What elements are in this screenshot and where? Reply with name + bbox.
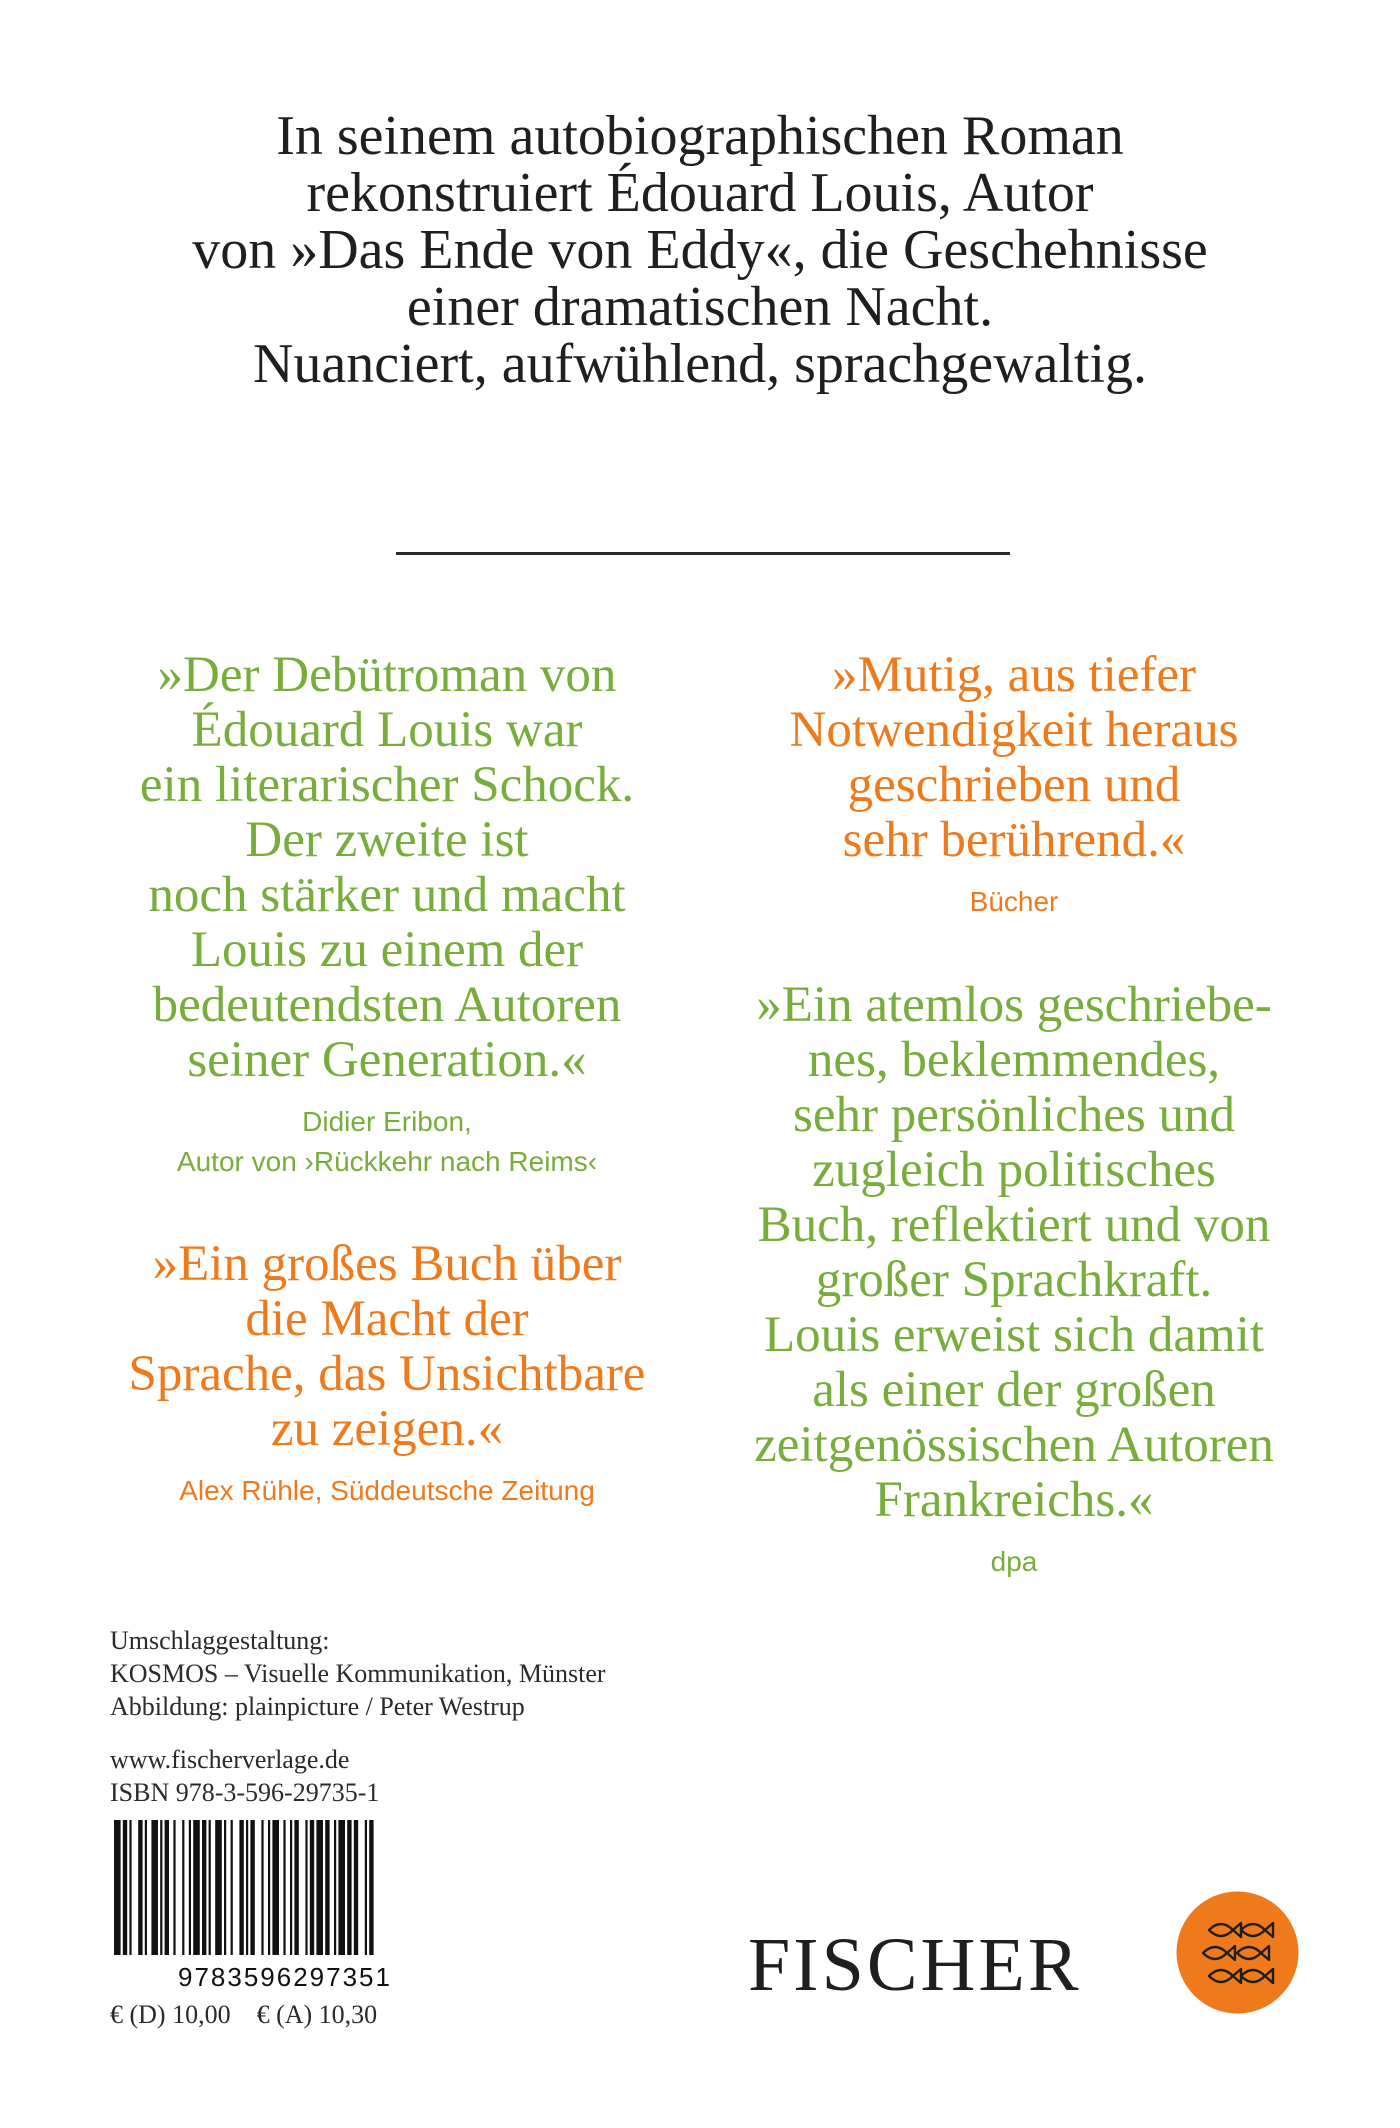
- quote-line: geschrieben und: [847, 757, 1181, 813]
- quote-line: Buch, reflektiert und von: [757, 1197, 1271, 1253]
- quote-line: großer Sprachkraft.: [815, 1252, 1213, 1308]
- barcode-bar: [202, 1820, 206, 1955]
- quote-line: Der zweite ist: [245, 812, 529, 868]
- barcode-bar: [193, 1820, 200, 1955]
- credit-line: Abbildung: plainpicture / Peter Westrup: [110, 1692, 525, 1721]
- price-line: [110, 1998, 403, 2032]
- barcode-bar: [114, 1820, 121, 1955]
- quote-line: Frankreichs.«: [874, 1472, 1154, 1528]
- barcode-bar: [160, 1820, 162, 1955]
- quote-text: [92, 1237, 682, 1457]
- barcode-bar: [294, 1820, 298, 1955]
- quote-line: als einer der großen: [812, 1362, 1216, 1418]
- barcode-bar: [347, 1820, 351, 1955]
- price-de: € (D) 10,00: [110, 2000, 231, 2029]
- quote-line: »Ein atemlos geschriebe-: [756, 977, 1272, 1033]
- barcode-bar: [290, 1820, 292, 1955]
- quote-text: [92, 648, 682, 1088]
- quote-source: [92, 1471, 682, 1511]
- credit-line: Umschlaggestaltung:: [110, 1626, 330, 1655]
- quote-ruehle: [92, 1237, 682, 1511]
- quote-line: Édouard Louis war: [191, 702, 583, 758]
- quote-line: Sprache, das Unsichtbare: [128, 1346, 646, 1402]
- barcode-bar: [305, 1820, 307, 1955]
- barcode-bar: [338, 1820, 345, 1955]
- barcode-bar: [272, 1820, 279, 1955]
- quote-source: [92, 1102, 682, 1182]
- barcode-bar: [316, 1820, 323, 1955]
- barcode-bar: [123, 1820, 127, 1955]
- blurb-line: von »Das Ende von Eddy«, die Geschehnisse: [192, 219, 1208, 281]
- barcode-bar: [165, 1820, 169, 1955]
- cover-credits: [110, 1624, 606, 1809]
- blurb-line: rekonstruiert Édouard Louis, Autor: [306, 162, 1094, 224]
- quote-line: zu zeigen.«: [270, 1401, 504, 1457]
- quote-line: Louis zu einem der: [190, 922, 584, 978]
- source-line: Didier Eribon,: [302, 1106, 472, 1137]
- cover-blurb: [100, 105, 1300, 395]
- quote-line: bedeutendsten Autoren: [152, 977, 622, 1033]
- divider-rule: [396, 552, 1010, 555]
- source-line: dpa: [990, 1546, 1038, 1577]
- quote-line: zugleich politisches: [812, 1142, 1216, 1198]
- quote-text: [724, 978, 1304, 1528]
- barcode-bar: [215, 1820, 222, 1955]
- barcode-bar: [325, 1820, 329, 1955]
- publisher-wordmark: FISCHER: [748, 1923, 1082, 2007]
- barcode-bar: [283, 1820, 285, 1955]
- quote-line: ein literarischer Schock.: [139, 757, 635, 813]
- quote-line: Louis erweist sich damit: [764, 1307, 1264, 1363]
- quote-line: sehr berührend.«: [842, 812, 1186, 868]
- barcode-bar: [334, 1820, 336, 1955]
- isbn: ISBN 978-3-596-29735-1: [110, 1778, 380, 1807]
- quote-line: »Ein großes Buch über: [152, 1236, 622, 1292]
- publisher-url: www.fischerverlage.de: [110, 1745, 350, 1774]
- quote-source: [724, 882, 1304, 922]
- barcode-bar: [145, 1820, 147, 1955]
- barcode-bar: [268, 1820, 270, 1955]
- quote-text: [724, 648, 1304, 868]
- quote-line: zeitgenössischen Autoren: [754, 1417, 1274, 1473]
- source-line: Bücher: [969, 886, 1059, 917]
- credit-line: KOSMOS – Visuelle Kommunikation, Münster: [110, 1659, 606, 1688]
- barcode-bar: [209, 1820, 211, 1955]
- blurb-line: Nuanciert, aufwühlend, sprachgewaltig.: [252, 333, 1148, 395]
- quote-line: nes, beklemmendes,: [807, 1032, 1221, 1088]
- barcode-bar: [138, 1820, 142, 1955]
- barcode-bar: [354, 1820, 358, 1955]
- quote-line: die Macht der: [245, 1291, 529, 1347]
- blurb-line: einer dramatischen Nacht.: [406, 276, 994, 338]
- barcode-bar: [224, 1820, 226, 1955]
- barcode-bar: [250, 1820, 254, 1955]
- barcode-bar: [365, 1820, 367, 1955]
- barcode-bars: [114, 1820, 374, 1955]
- barcode-number: 9783596297351: [178, 1962, 392, 1990]
- barcode-bar: [261, 1820, 263, 1955]
- barcode-bar: [173, 1820, 175, 1955]
- quote-source: [724, 1542, 1304, 1582]
- quote-buecher: [724, 648, 1304, 922]
- price-at: € (A) 10,30: [256, 2000, 378, 2029]
- quote-line: »Mutig, aus tiefer: [832, 647, 1196, 703]
- quote-dpa: [724, 978, 1304, 1582]
- quote-eribon: [92, 648, 682, 1182]
- barcode-bar: [239, 1820, 243, 1955]
- source-line: Autor von ›Rückkehr nach Reims‹: [176, 1146, 598, 1177]
- quote-line: Notwendigkeit heraus: [789, 702, 1239, 758]
- quote-line: sehr persönliches und: [793, 1087, 1235, 1143]
- barcode-bar: [369, 1820, 373, 1955]
- barcode-bar: [151, 1820, 158, 1955]
- quote-line: »Der Debütroman von: [157, 647, 617, 703]
- barcode-bar: [246, 1820, 248, 1955]
- barcode-bar: [129, 1820, 131, 1955]
- blurb-line: In seinem autobiographischen Roman: [276, 105, 1124, 167]
- barcode-bar: [310, 1820, 314, 1955]
- quote-line: noch stärker und macht: [148, 867, 626, 923]
- source-line: Alex Rühle, Süddeutsche Zeitung: [179, 1475, 595, 1506]
- fish-logo-icon: [1175, 1890, 1300, 2015]
- barcode-bar: [182, 1820, 184, 1955]
- barcode: [112, 1820, 458, 1990]
- barcode-bar: [189, 1820, 191, 1955]
- barcode-bar: [231, 1820, 233, 1955]
- quote-line: seiner Generation.«: [187, 1032, 587, 1088]
